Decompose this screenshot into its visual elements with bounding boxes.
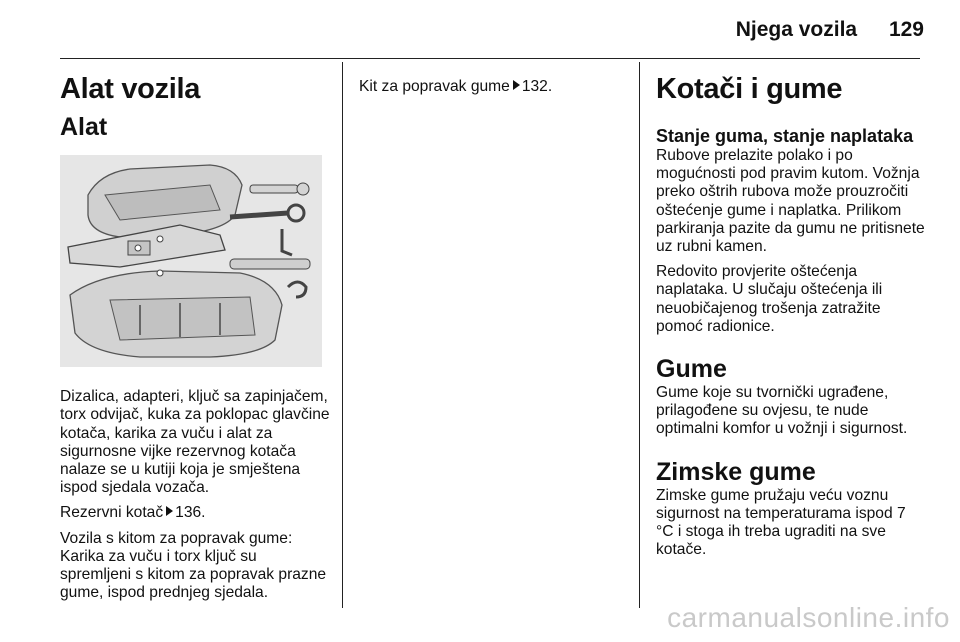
column-divider-1	[342, 62, 343, 608]
page-ref-arrow-icon	[513, 80, 520, 90]
spare-wheel-text: Rezervni kotač	[60, 504, 164, 522]
vehicle-tools-illustration	[60, 155, 322, 367]
tyres-para: Gume koje su tvornički ugrađene, prilagođene su ovjesu, te nude optimalni komfor u vožnji i sigurnost.	[656, 384, 908, 438]
column-3	[656, 72, 926, 566]
chapter-title-wheels: Kotači i gume	[656, 73, 843, 105]
repair-kit-page: 132.	[521, 78, 553, 95]
column-2	[359, 78, 629, 103]
heading-tyres: Gume	[656, 355, 727, 384]
watermark: carmanualsonline.info	[667, 602, 950, 633]
page-header	[736, 18, 924, 42]
repair-kit-note: Vozila s kitom za popravak gume: Karika za vuču i torx ključ su spremljeni s kitom za popravak prazne gume, ispod prednjeg sjedala.	[60, 529, 327, 602]
tyre-condition-para: Rubove prelazite polako i po mogućnosti pod pravim kutom. Vožnja preko oštrih rubova može prouzročiti oštećenje gume i naplatka. Prilikom parkiranja pazite da gumu ne pritisnete uz rubni kamen.	[656, 147, 925, 256]
heading-winter-tyres: Zimske gume	[656, 457, 816, 486]
chapter-title: Alat vozila	[60, 73, 201, 105]
spare-wheel-ref	[60, 504, 332, 522]
subheading-tyre-condition: Stanje guma, stanje naplataka	[656, 126, 914, 146]
column-1	[60, 72, 332, 609]
section-heading-alat: Alat	[60, 113, 108, 141]
section-title: Njega vozila	[735, 18, 858, 41]
header-rule	[60, 58, 920, 59]
spare-wheel-page: 136.	[175, 504, 206, 522]
column-divider-2	[639, 62, 640, 608]
rim-check-para: Redovito provjerite oštećenja naplataka. U slučaju oštećenja ili neuobičajenog trošenja zatražite pomoć radionice.	[656, 263, 883, 335]
repair-kit-ref	[359, 78, 629, 96]
page-number: 129	[888, 18, 924, 41]
tools-description: Dizalica, adapteri, ključ sa zapinjačem, torx odvijač, kuka za poklopac glavčine kotača, karika za vuču i alat za sigurnosne vijke rezervnog kotača nalaze se u kutiji koja je smještena ispod sjedala vozača.	[60, 388, 330, 497]
page-ref-arrow-icon	[166, 506, 173, 516]
repair-kit-text: Kit za popravak gume	[359, 78, 510, 95]
winter-tyres-para: Zimske gume pružaju veću voznu sigurnost na temperaturama ispod 7 °C i stoga ih treba ugraditi na sve kotače.	[656, 486, 906, 559]
